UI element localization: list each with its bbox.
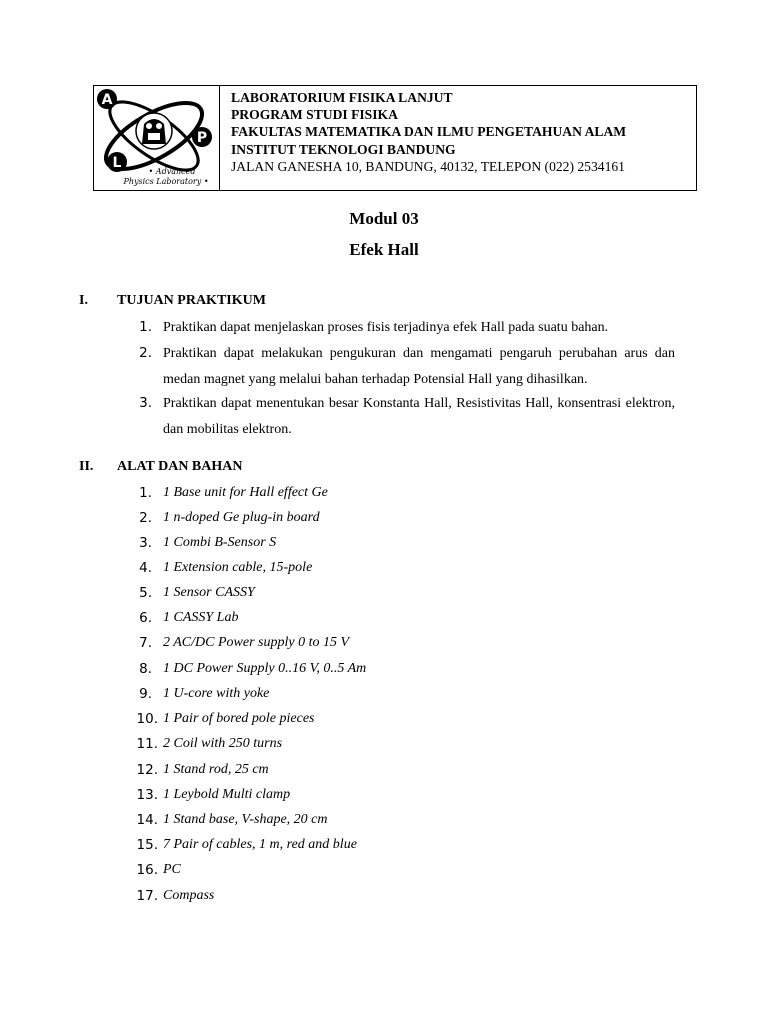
logo-caption-line-2: Physics Laboratory •	[123, 177, 209, 186]
equipment-item: 1 Pair of bored pole pieces	[163, 711, 315, 726]
equipment-number: 3.	[139, 535, 152, 551]
objective-1-text: Praktikan dapat menjelaskan proses fisis terjadinya efek Hall pada suatu bahan.	[163, 320, 609, 335]
equipment-item: 1 DC Power Supply 0..16 V, 0..5 Am	[163, 661, 367, 676]
equipment-number: 15.	[136, 837, 158, 853]
equipment-item: 1 n-doped Ge plug-in board	[163, 510, 320, 525]
equipment-item: 1 Leybold Multi clamp	[163, 787, 291, 802]
equipment-number: 1.	[139, 485, 152, 501]
section-1-numeral: I.	[79, 293, 88, 308]
objective-3-text: Praktikan dapat menentukan besar Konstanta Hall, Resistivitas Hall, konsentrasi elektron, dan mobilitas elektron.	[163, 396, 675, 437]
section-2-title: ALAT DAN BAHAN	[117, 459, 243, 474]
equipment-number: 16.	[136, 862, 158, 878]
institution-info	[220, 86, 626, 190]
equipment-number: 9.	[139, 686, 152, 702]
equipment-item: 1 U-core with yoke	[163, 686, 270, 701]
equipment-number: 5.	[139, 585, 152, 601]
objective-2-text: Praktikan dapat melakukan pengukuran dan mengamati pengaruh perubahan arus dan medan magnet yang melalui bahan terhadap Potensial Hall yang dihasilkan.	[163, 346, 675, 387]
equipment-item: 2 Coil with 250 turns	[163, 736, 283, 751]
equipment-number: 11.	[136, 736, 158, 752]
equipment-number: 8.	[139, 661, 152, 677]
logo-letter-l: L	[112, 155, 122, 171]
equipment-item: 1 Sensor CASSY	[163, 585, 255, 600]
equipment-number: 14.	[136, 812, 158, 828]
equipment-item: 1 CASSY Lab	[163, 610, 239, 625]
equipment-item: Compass	[163, 888, 215, 903]
apl-logo-icon	[94, 86, 218, 189]
objective-3-number: 3.	[139, 395, 152, 411]
faculty-name: FAKULTAS MATEMATIKA DAN ILMU PENGETAHUAN ALAM	[231, 124, 627, 140]
equipment-item: 1 Combi B-Sensor S	[163, 535, 277, 550]
letterhead	[93, 85, 697, 191]
module-number: Modul 03	[349, 209, 419, 228]
study-program: PROGRAM STUDI FISIKA	[231, 107, 398, 123]
equipment-number: 12.	[136, 762, 158, 778]
equipment-item: 2 AC/DC Power supply 0 to 15 V	[163, 635, 350, 650]
institute-name: INSTITUT TEKNOLOGI BANDUNG	[231, 141, 456, 157]
lab-name: LABORATORIUM FISIKA LANJUT	[231, 90, 453, 105]
logo-letter-p: P	[196, 130, 208, 146]
lab-logo	[94, 86, 220, 190]
equipment-number: 2.	[139, 510, 152, 526]
logo-caption-line-1: • Advanced	[148, 167, 196, 176]
logo-letter-a: A	[101, 92, 113, 108]
equipment-item: 1 Base unit for Hall effect Ge	[163, 485, 328, 500]
address-line: JALAN GANESHA 10, BANDUNG, 40132, TELEPON (022) 2534161	[231, 158, 625, 174]
equipment-number: 4.	[139, 560, 152, 576]
equipment-item: PC	[163, 862, 181, 877]
equipment-item: 1 Stand rod, 25 cm	[163, 762, 269, 777]
objective-2-number: 2.	[139, 345, 152, 361]
equipment-number: 7.	[139, 635, 152, 651]
module-title: Efek Hall	[349, 240, 419, 259]
objective-1-number: 1.	[139, 319, 152, 335]
equipment-number: 13.	[136, 787, 158, 803]
equipment-item: 1 Stand base, V-shape, 20 cm	[163, 812, 328, 827]
section-1-title: TUJUAN PRAKTIKUM	[117, 293, 266, 308]
equipment-number: 10.	[136, 711, 158, 727]
section-2-numeral: II.	[79, 459, 94, 474]
equipment-number: 6.	[139, 610, 152, 626]
equipment-item: 1 Extension cable, 15-pole	[163, 560, 313, 575]
equipment-item: 7 Pair of cables, 1 m, red and blue	[163, 837, 357, 852]
equipment-number: 17.	[136, 888, 158, 904]
